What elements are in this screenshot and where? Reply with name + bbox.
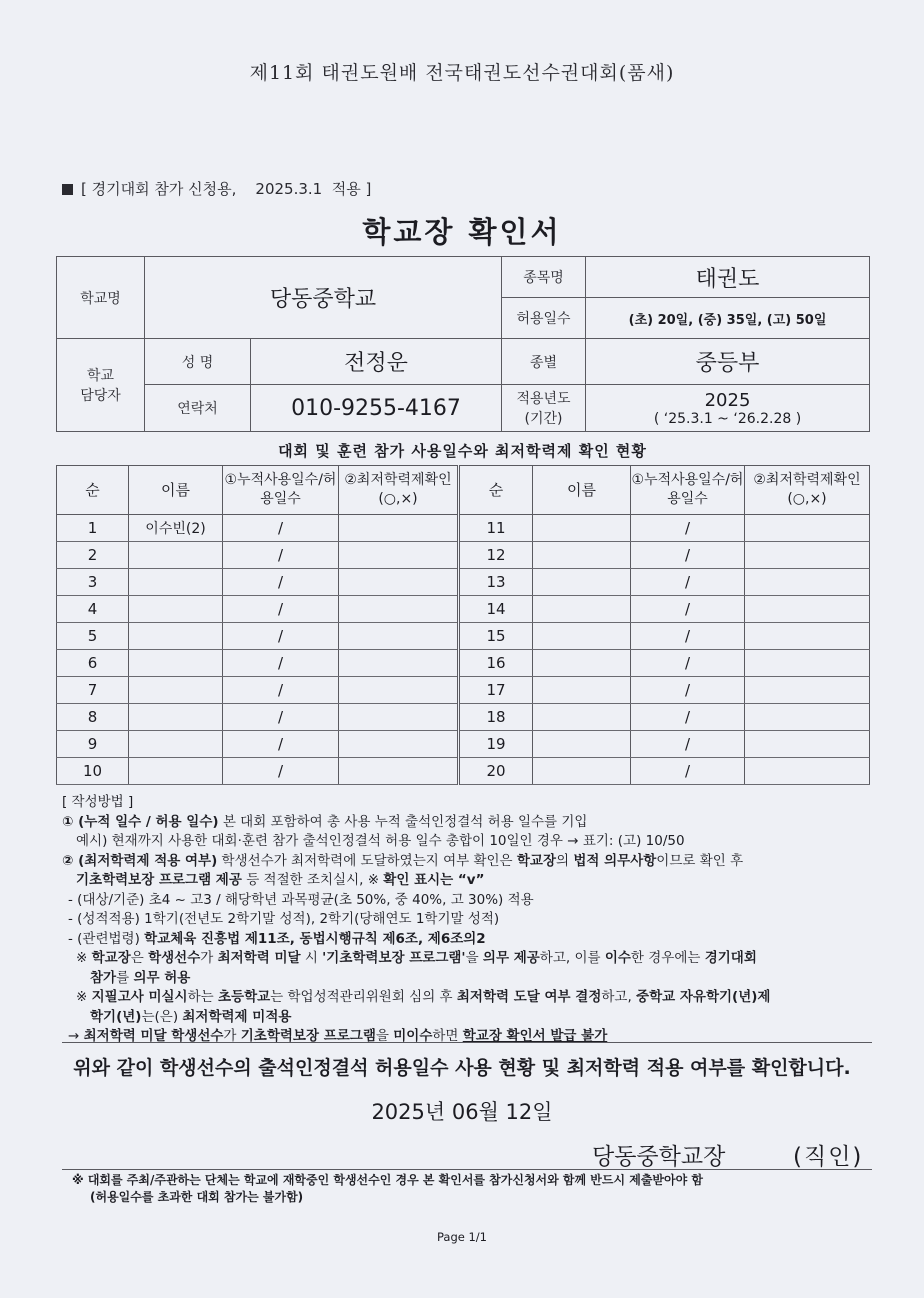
notice-text: [ 경기대회 참가 신청용, 2025.3.1 적용 ] xyxy=(81,180,372,198)
footnote-line: (허용일수를 초과한 대회 참가는 불가함) xyxy=(90,1190,304,1204)
contact-value: 010-9255-4167 xyxy=(251,385,502,432)
days-cell: / xyxy=(631,704,745,731)
year-label: 적용년도 (기간) xyxy=(502,385,586,432)
check-cell xyxy=(745,704,870,731)
info-table xyxy=(56,256,870,432)
days-cell: / xyxy=(223,677,339,704)
table-row xyxy=(57,758,870,785)
check-cell xyxy=(745,515,870,542)
check-cell xyxy=(339,596,459,623)
student-name xyxy=(129,650,223,677)
instruction-line: 참가를 의무 허용 xyxy=(90,969,191,986)
row-number: 1 xyxy=(57,515,129,542)
days-cell: / xyxy=(631,650,745,677)
row-number: 6 xyxy=(57,650,129,677)
check-cell xyxy=(339,704,459,731)
page-number: Page 1/1 xyxy=(436,1230,487,1244)
days-cell: / xyxy=(631,731,745,758)
status-heading: 대회 및 훈련 참가 사용일수와 최저학력제 확인 현황 xyxy=(278,442,647,460)
check-cell xyxy=(339,677,459,704)
table-row xyxy=(57,596,870,623)
document-title: 학교장 확인서 xyxy=(362,215,562,249)
student-name xyxy=(533,677,631,704)
row-number: 16 xyxy=(459,650,533,677)
seal-label: (직인) xyxy=(793,1144,864,1170)
table-row xyxy=(57,650,870,677)
instruction-line: - (성적적용) 1학기(전년도 2학기말 성적), 2학기(당해연도 1학기말 성적) xyxy=(68,911,500,927)
school-label: 학교명 xyxy=(57,257,145,339)
student-name xyxy=(533,623,631,650)
table-row xyxy=(57,677,870,704)
row-number: 4 xyxy=(57,596,129,623)
days-cell: / xyxy=(631,542,745,569)
confirmation-text: 위와 같이 학생선수의 출석인정결석 허용일수 사용 현황 및 최저학력 적용 여부를 확인합니다. xyxy=(73,1057,851,1079)
col-days: ①누적사용일수/허용일수 xyxy=(223,466,339,515)
student-name xyxy=(533,596,631,623)
student-name xyxy=(129,731,223,758)
check-cell xyxy=(339,569,459,596)
col-no: 순 xyxy=(57,466,129,515)
student-name xyxy=(533,758,631,785)
row-number: 2 xyxy=(57,542,129,569)
table-row xyxy=(57,623,870,650)
event-value: 태권도 xyxy=(586,257,870,298)
instruction-line: → 최저학력 미달 학생선수가 기초학력보장 프로그램을 미이수하면 학교장 확인서 발급 불가 xyxy=(68,1028,608,1044)
days-cell: / xyxy=(223,704,339,731)
days-cell: / xyxy=(223,758,339,785)
check-cell xyxy=(339,731,459,758)
col-check-right: ②최저학력제확인(○,×) xyxy=(745,466,870,515)
allowed-days-label: 허용일수 xyxy=(502,298,586,339)
col-check: ②최저학력제확인(○,×) xyxy=(339,466,459,515)
check-cell xyxy=(339,758,459,785)
row-number: 11 xyxy=(459,515,533,542)
period-value: ( ‘25.3.1 ~ ‘26.2.28 ) xyxy=(653,410,802,427)
row-number: 3 xyxy=(57,569,129,596)
instruction-line: ② (최저학력제 적용 여부) 학생선수가 최저학력에 도달하였는지 여부 확인은 학교장의 법적 의무사항이므로 확인 후 xyxy=(62,852,744,869)
square-bullet-icon xyxy=(62,184,73,195)
student-name xyxy=(533,542,631,569)
check-cell xyxy=(745,596,870,623)
student-name xyxy=(129,758,223,785)
school-value: 당동중학교 xyxy=(145,257,502,339)
check-cell xyxy=(745,731,870,758)
row-number: 8 xyxy=(57,704,129,731)
check-cell xyxy=(745,623,870,650)
instructions-title: [ 작성방법 ] xyxy=(62,794,134,810)
footnote xyxy=(72,1172,872,1206)
days-cell: / xyxy=(631,623,745,650)
col-no-right: 순 xyxy=(459,466,533,515)
days-cell: / xyxy=(223,515,339,542)
instruction-line: - (관련법령) 학교체육 진흥법 제11조, 동법시행규칙 제6조, 제6조의2 xyxy=(68,930,486,947)
notice-line xyxy=(62,178,371,199)
instruction-line: - (대상/기준) 초4 ~ 고3 / 해당학년 과목평균(초 50%, 중 40%, 고 30%) 적용 xyxy=(68,891,534,908)
student-name xyxy=(533,515,631,542)
student-name xyxy=(533,650,631,677)
table-row xyxy=(57,704,870,731)
check-cell xyxy=(339,623,459,650)
instruction-line: 학기(년)는(은) 최저학력제 미적용 xyxy=(90,1008,292,1025)
days-cell: / xyxy=(631,596,745,623)
check-cell xyxy=(339,542,459,569)
division-value: 중등부 xyxy=(586,339,870,385)
name-value: 전정운 xyxy=(251,339,502,385)
footnote-line: ※ 대회를 주최/주관하는 단체는 학교에 재학중인 학생선수인 경우 본 확인서를 참가신청서와 함께 반드시 제출받아야 함 xyxy=(72,1173,703,1187)
row-number: 17 xyxy=(459,677,533,704)
year-cell xyxy=(586,385,870,432)
manager-label: 학교 담당자 xyxy=(57,339,145,432)
name-label: 성 명 xyxy=(145,339,251,385)
table-row xyxy=(57,515,870,542)
days-cell: / xyxy=(223,731,339,758)
check-cell xyxy=(745,758,870,785)
event-label: 종목명 xyxy=(502,257,586,298)
allowed-days-value: (초) 20일, (중) 35일, (고) 50일 xyxy=(586,298,870,339)
check-cell xyxy=(745,677,870,704)
table-row xyxy=(57,731,870,758)
row-number: 18 xyxy=(459,704,533,731)
days-cell: / xyxy=(631,569,745,596)
divider xyxy=(62,1042,872,1043)
table-row xyxy=(57,569,870,596)
row-number: 14 xyxy=(459,596,533,623)
days-cell: / xyxy=(223,596,339,623)
days-cell: / xyxy=(631,758,745,785)
signer-name: 당동중학교장 xyxy=(592,1144,726,1170)
student-name xyxy=(533,731,631,758)
student-name xyxy=(129,677,223,704)
row-number: 9 xyxy=(57,731,129,758)
row-number: 19 xyxy=(459,731,533,758)
student-name xyxy=(533,704,631,731)
instruction-line: ① (누적 일수 / 허용 일수) 본 대회 포함하여 총 사용 누적 출석인정결석 허용 일수를 기입 xyxy=(62,813,588,830)
issue-date: 2025년 06월 12일 xyxy=(371,1100,553,1124)
student-name xyxy=(533,569,631,596)
col-name-right: 이름 xyxy=(533,466,631,515)
days-cell: / xyxy=(223,569,339,596)
check-cell xyxy=(339,650,459,677)
instruction-line: 예시) 현재까지 사용한 대회·훈련 참가 출석인정결석 허용 일수 총합이 10일인 경우 → 표기: (고) 10/50 xyxy=(76,833,685,849)
col-name: 이름 xyxy=(129,466,223,515)
student-name xyxy=(129,623,223,650)
year-value: 2025 xyxy=(704,389,751,411)
days-cell: / xyxy=(223,623,339,650)
division-label: 종별 xyxy=(502,339,586,385)
check-cell xyxy=(745,542,870,569)
row-number: 15 xyxy=(459,623,533,650)
instruction-line: ※ 지필고사 미실시하는 초등학교는 학업성적관리위원회 심의 후 최저학력 도달 여부 결정하고, 중학교 자유학기(년)제 xyxy=(76,989,771,1005)
days-cell: / xyxy=(631,677,745,704)
student-name xyxy=(129,569,223,596)
check-cell xyxy=(745,650,870,677)
instruction-line: ※ 학교장은 학생선수가 최저학력 미달 시 '기초학력보장 프로그램'을 의무 제공하고, 이를 이수한 경우에는 경기대회 xyxy=(76,950,757,966)
row-number: 13 xyxy=(459,569,533,596)
row-number: 10 xyxy=(57,758,129,785)
student-name xyxy=(129,596,223,623)
student-name xyxy=(129,704,223,731)
student-name xyxy=(129,542,223,569)
table-row xyxy=(57,542,870,569)
instructions xyxy=(62,793,882,1047)
row-number: 5 xyxy=(57,623,129,650)
divider xyxy=(62,1169,872,1170)
days-cell: / xyxy=(223,650,339,677)
days-cell: / xyxy=(631,515,745,542)
check-cell xyxy=(745,569,870,596)
col-days-right: ①누적사용일수/허용일수 xyxy=(631,466,745,515)
row-number: 7 xyxy=(57,677,129,704)
row-number: 20 xyxy=(459,758,533,785)
instruction-line: 기초학력보장 프로그램 제공 등 적절한 조치실시, ※ 확인 표시는 “v” xyxy=(76,872,485,888)
contact-label: 연락처 xyxy=(145,385,251,432)
student-name: 이수빈(2) xyxy=(129,515,223,542)
competition-title: 제11회 태권도원배 전국태권도선수권대회(품새) xyxy=(249,62,675,84)
check-cell xyxy=(339,515,459,542)
days-cell: / xyxy=(223,542,339,569)
status-table xyxy=(56,465,870,785)
row-number: 12 xyxy=(459,542,533,569)
